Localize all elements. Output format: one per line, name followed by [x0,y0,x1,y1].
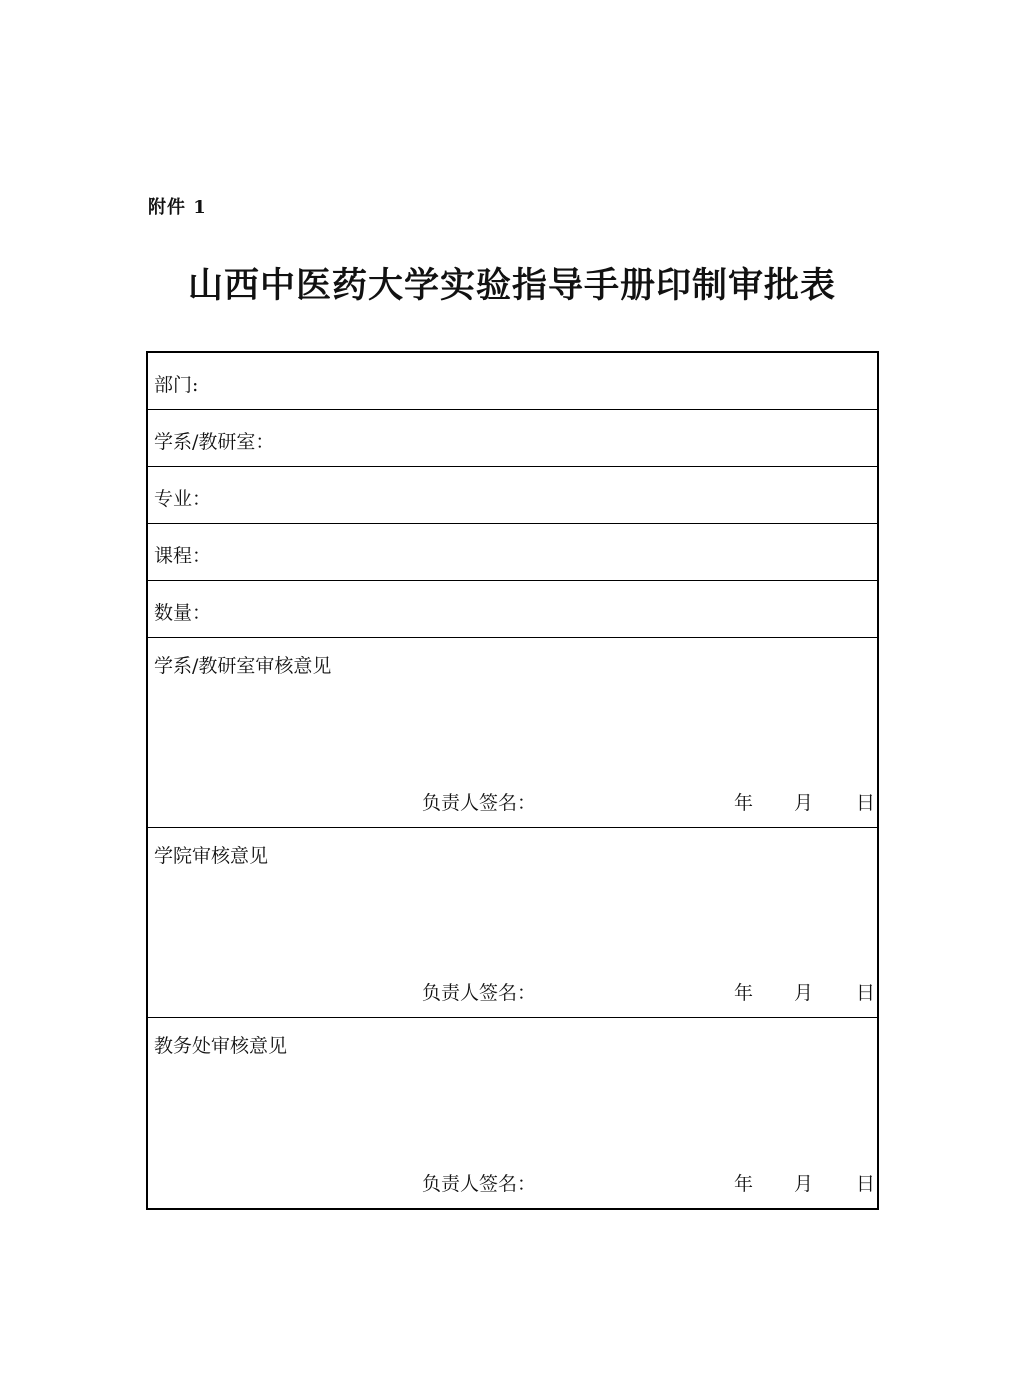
date-month-label: 月 [794,982,814,1004]
course-row [148,524,877,581]
academic-affairs-review-row [148,1018,877,1208]
date-year-label: 年 [734,792,754,814]
department-row [148,353,877,410]
page-title: 山西中医药大学实验指导手册印制审批表 [187,265,836,306]
date-day-label: 日 [856,792,876,814]
signature-label: 负责人签名： [422,982,537,1004]
date-month-label: 月 [794,792,814,814]
attachment-label: 附件 1 [148,197,207,218]
date-year-label: 年 [734,1173,754,1195]
course-label: 课程： [154,545,212,567]
quantity-row [148,581,877,638]
faculty-row [148,410,877,467]
academic-affairs-review-label: 教务处审核意见 [154,1035,288,1057]
major-label: 专业： [154,488,212,510]
faculty-label: 学系/教研室： [154,431,275,453]
signature-label: 负责人签名： [422,792,537,814]
signature-label: 负责人签名： [422,1173,537,1195]
college-review-row [148,828,877,1018]
approval-form-table [146,351,879,1210]
quantity-label: 数量： [154,602,212,624]
faculty-review-row [148,638,877,828]
major-row [148,467,877,524]
department-label: 部门: [154,374,199,396]
date-month-label: 月 [794,1173,814,1195]
date-year-label: 年 [734,982,754,1004]
date-day-label: 日 [856,982,876,1004]
college-review-label: 学院审核意见 [154,845,269,867]
faculty-review-label: 学系/教研室审核意见 [154,655,332,677]
date-day-label: 日 [856,1173,876,1195]
